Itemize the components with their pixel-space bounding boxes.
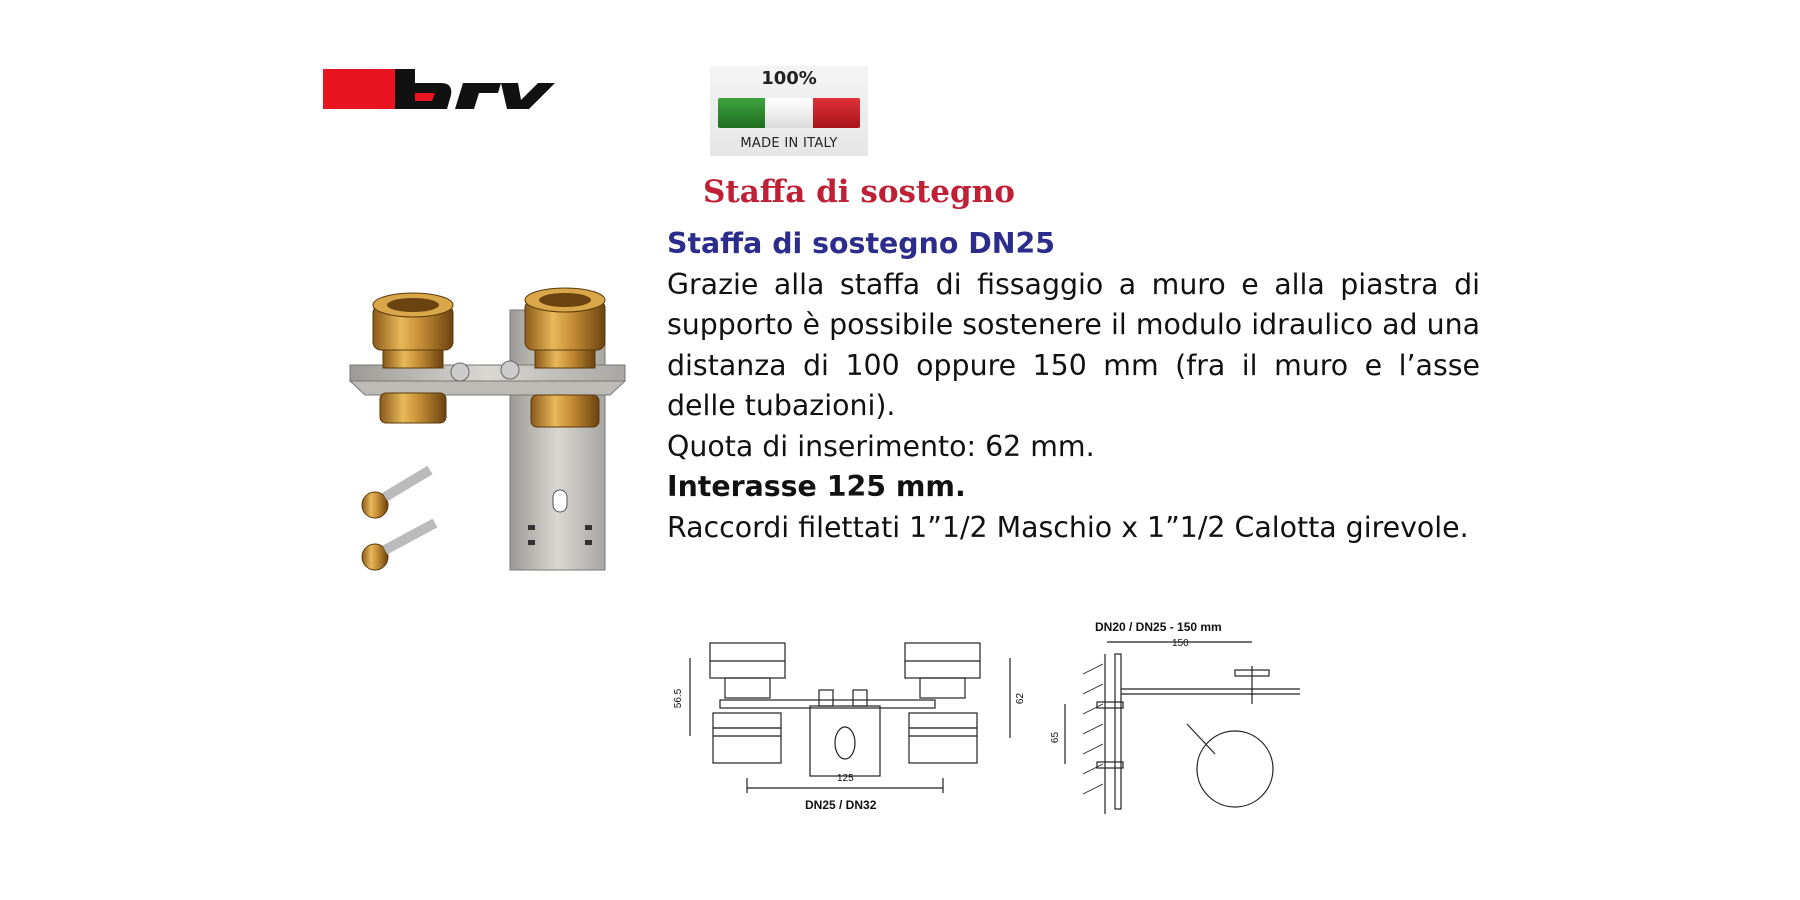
dim-left: 65: [1050, 731, 1062, 744]
center-distance: Interasse 125 mm.: [667, 470, 966, 503]
product-photo: [335, 275, 635, 595]
fittings-description: Raccordi filettati 1”1/2 Maschio x 1”1/2 Calotta girevole.: [667, 510, 1469, 544]
made-in-italy-badge: [710, 66, 868, 156]
section-subtitle: Staffa di sostegno: [703, 174, 1015, 210]
badge-percent: 100%: [761, 68, 817, 89]
dim-width: 125: [837, 773, 854, 784]
badge-label: MADE IN ITALY: [740, 136, 838, 151]
insertion-depth: Quota di inserimento: 62 mm.: [667, 429, 1095, 463]
brv-logo-graphic: [323, 66, 555, 116]
front-view-graphic: [665, 618, 1035, 818]
bracket-illustration: [335, 275, 635, 595]
side-view-drawing: [1050, 614, 1315, 824]
brv-logo: [323, 66, 555, 116]
description-paragraph: Grazie alla staffa di fissaggio a muro e alla piastra di supporto è possibile sostenere il modulo idraulico ad una distanza di 100 oppure 150 mm (fra il muro e l’asse delle tubazioni).: [667, 267, 1480, 422]
front-view-drawing: [665, 618, 1035, 818]
side-view-title: DN20 / DN25 - 150 mm: [1095, 620, 1222, 634]
dim-top: 150: [1172, 638, 1189, 649]
product-description: [667, 224, 1480, 548]
dim-height-right: 62: [1015, 692, 1027, 705]
dim-height-left: 56.5: [673, 688, 685, 709]
front-view-caption: DN25 / DN32: [805, 798, 877, 812]
italian-flag-icon: [718, 98, 860, 128]
product-title: Staffa di sostegno DN25: [667, 227, 1056, 260]
